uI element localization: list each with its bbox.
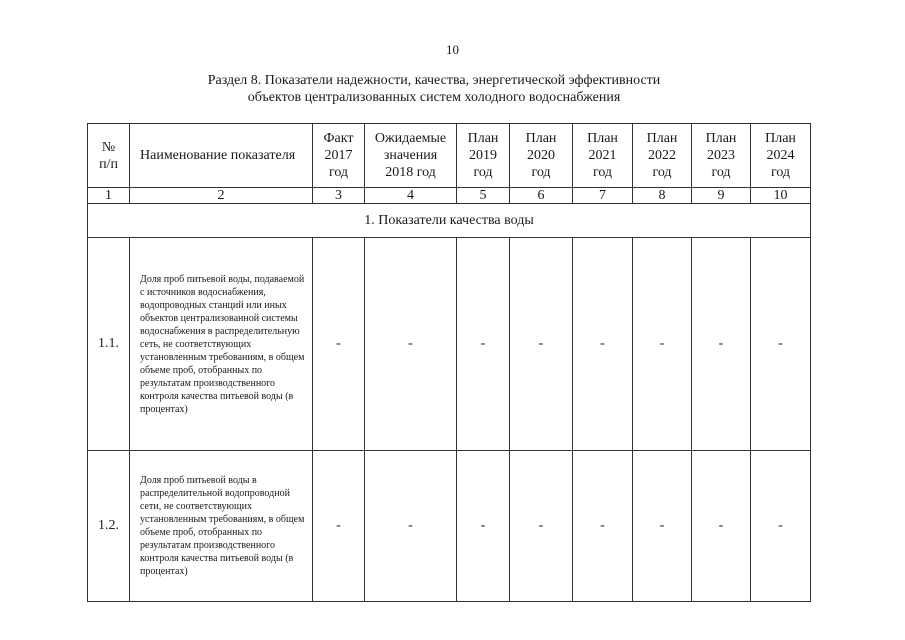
header-row xyxy=(88,124,811,188)
title-line-1: Раздел 8. Показатели надежности, качества, энергетической эффективности xyxy=(207,73,661,88)
value-cell: - xyxy=(457,238,510,451)
indicator-name: Доля проб питьевой воды в распределительной водопроводной сети, не соответствующих установленным требованиям, в общем объеме проб, отобранных по результатам производственного контроля качества питьевой воды (в процентах) xyxy=(130,451,313,602)
header-cell: План 2024 год xyxy=(751,124,811,188)
row-number: 1.1. xyxy=(88,238,130,451)
column-number: 2 xyxy=(130,188,313,204)
indicator-name: Доля проб питьевой воды, подаваемой с источников водоснабжения, водопроводных станций или иных объектов централизованной системы водоснабжения в распределительную сеть, не соответствующих установленным требованиям, в общем объеме проб, отобранных по результатам производственного контроля качества питьевой воды (в процентах) xyxy=(130,238,313,451)
header-cell: Наименование показателя xyxy=(130,124,313,188)
column-number: 6 xyxy=(510,188,573,204)
table-row xyxy=(88,238,811,451)
row-number: 1.2. xyxy=(88,451,130,602)
header-cell: План 2023 год xyxy=(692,124,751,188)
header-cell: План 2019 год xyxy=(457,124,510,188)
value-cell: - xyxy=(633,451,692,602)
header-cell: План 2022 год xyxy=(633,124,692,188)
section-heading: 1. Показатели качества воды xyxy=(88,204,811,238)
value-cell: - xyxy=(313,451,365,602)
page-number: 10 xyxy=(446,42,459,57)
header-cell: План 2021 год xyxy=(573,124,633,188)
value-cell: - xyxy=(365,451,457,602)
value-cell: - xyxy=(457,451,510,602)
column-number: 3 xyxy=(313,188,365,204)
value-cell: - xyxy=(633,238,692,451)
value-cell: - xyxy=(692,451,751,602)
value-cell: - xyxy=(751,238,811,451)
column-number: 1 xyxy=(88,188,130,204)
column-number: 8 xyxy=(633,188,692,204)
section-title xyxy=(0,72,868,106)
header-cell: № п/п xyxy=(88,124,130,188)
value-cell: - xyxy=(692,238,751,451)
header-cell: Ожидаемые значения 2018 год xyxy=(365,124,457,188)
value-cell: - xyxy=(510,451,573,602)
table-row xyxy=(88,451,811,602)
header-cell: Факт 2017 год xyxy=(313,124,365,188)
column-number: 10 xyxy=(751,188,811,204)
value-cell: - xyxy=(573,238,633,451)
value-cell: - xyxy=(510,238,573,451)
title-line-2: объектов централизованных систем холодного водоснабжения xyxy=(247,90,621,105)
column-number-row xyxy=(88,188,811,204)
value-cell: - xyxy=(313,238,365,451)
column-number: 4 xyxy=(365,188,457,204)
indicators-table xyxy=(87,123,811,602)
value-cell: - xyxy=(365,238,457,451)
column-number: 7 xyxy=(573,188,633,204)
column-number: 5 xyxy=(457,188,510,204)
column-number: 9 xyxy=(692,188,751,204)
value-cell: - xyxy=(751,451,811,602)
value-cell: - xyxy=(573,451,633,602)
header-cell: План 2020 год xyxy=(510,124,573,188)
section-row xyxy=(88,204,811,238)
